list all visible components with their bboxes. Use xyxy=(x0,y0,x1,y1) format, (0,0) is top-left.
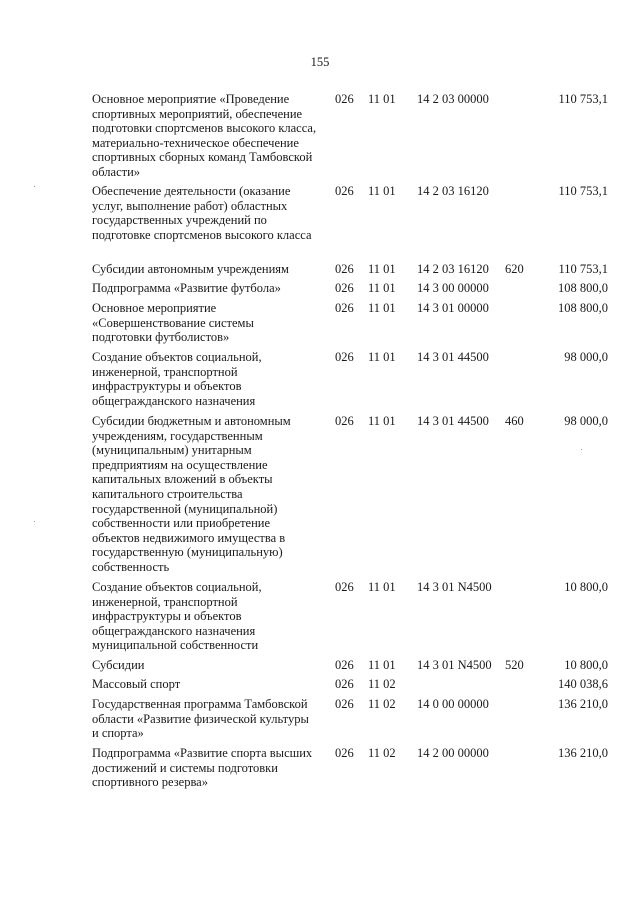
program-code: 14 0 00 00000 xyxy=(417,697,489,711)
scan-speck xyxy=(34,186,35,187)
amount: 108 800,0 xyxy=(558,281,608,295)
row-name: Создание объектов социальной, инженерной, транспортной инфраструктуры и объектов общегражданского назначения xyxy=(92,350,262,408)
section-code: 11 01 xyxy=(368,92,396,106)
ved-code: 026 xyxy=(335,414,354,428)
expense-type-code: 620 xyxy=(505,262,524,276)
amount: 98 000,0 xyxy=(564,414,608,428)
program-code: 14 3 01 44500 xyxy=(417,350,489,364)
row-name: Массовый спорт xyxy=(92,677,181,691)
program-code: 14 3 00 00000 xyxy=(417,281,489,295)
program-code: 14 3 01 00000 xyxy=(417,301,489,315)
program-code: 14 2 03 16120 xyxy=(417,262,489,276)
amount: 98 000,0 xyxy=(564,350,608,364)
page-number: 155 xyxy=(310,55,330,69)
ved-code: 026 xyxy=(335,184,354,198)
amount: 136 210,0 xyxy=(558,697,608,711)
program-code: 14 2 00 00000 xyxy=(417,746,489,760)
scan-speck xyxy=(34,521,35,522)
row-name: Основное мероприятие «Проведение спортивных мероприятий, обеспечение подготовки спортсменов высокого класса, материально-техническое обеспечение спортивных сборных команд Тамбовской области» xyxy=(92,92,317,179)
ved-code: 026 xyxy=(335,677,354,691)
amount: 10 800,0 xyxy=(564,658,608,672)
ved-code: 026 xyxy=(335,92,354,106)
program-code: 14 3 01 44500 xyxy=(417,414,489,428)
section-code: 11 02 xyxy=(368,677,396,691)
program-code: 14 2 03 16120 xyxy=(417,184,489,198)
amount: 110 753,1 xyxy=(558,262,608,276)
ved-code: 026 xyxy=(335,281,354,295)
ved-code: 026 xyxy=(335,350,354,364)
ved-code: 026 xyxy=(335,746,354,760)
row-name: Обеспечение деятельности (оказание услуг, выполнение работ) областных государственных учреждений по подготовке спортсменов высокого класса xyxy=(92,184,312,242)
row-name: Государственная программа Тамбовской области «Развитие физической культуры и спорта» xyxy=(92,697,309,741)
ved-code: 026 xyxy=(335,658,354,672)
ved-code: 026 xyxy=(335,301,354,315)
amount: 110 753,1 xyxy=(558,184,608,198)
program-code: 14 2 03 00000 xyxy=(417,92,489,106)
row-name: Подпрограмма «Развитие спорта высших достижений и системы подготовки спортивного резерва» xyxy=(92,746,313,790)
section-code: 11 01 xyxy=(368,350,396,364)
section-code: 11 01 xyxy=(368,414,396,428)
ved-code: 026 xyxy=(335,262,354,276)
program-code: 14 3 01 N4500 xyxy=(417,658,492,672)
section-code: 11 02 xyxy=(368,746,396,760)
amount: 108 800,0 xyxy=(558,301,608,315)
ved-code: 026 xyxy=(335,580,354,594)
program-code: 14 3 01 N4500 xyxy=(417,580,492,594)
section-code: 11 01 xyxy=(368,281,396,295)
row-name: Субсидии xyxy=(92,658,145,672)
scan-speck xyxy=(581,449,582,450)
row-name: Создание объектов социальной, инженерной, транспортной инфраструктуры и объектов общегражданского назначения муниципальной собственности xyxy=(92,580,262,653)
section-code: 11 01 xyxy=(368,580,396,594)
section-code: 11 01 xyxy=(368,262,396,276)
amount: 110 753,1 xyxy=(558,92,608,106)
row-name: Основное мероприятие «Совершенствование системы подготовки футболистов» xyxy=(92,301,254,345)
expense-type-code: 460 xyxy=(505,414,524,428)
row-name: Подпрограмма «Развитие футбола» xyxy=(92,281,281,295)
expense-type-code: 520 xyxy=(505,658,524,672)
section-code: 11 01 xyxy=(368,658,396,672)
section-code: 11 01 xyxy=(368,301,396,315)
amount: 10 800,0 xyxy=(564,580,608,594)
row-name: Субсидии бюджетным и автономным учреждениям, государственным (муниципальным) унитарным предприятиям на осуществление капитальных вложений в объекты капитального строительства государственной (муниципальной) собственности или приобретение объектов недвижимого имущества в государственную (муниципальную) собственность xyxy=(92,414,291,574)
amount: 136 210,0 xyxy=(558,746,608,760)
ved-code: 026 xyxy=(335,697,354,711)
section-code: 11 01 xyxy=(368,184,396,198)
row-name: Субсидии автономным учреждениям xyxy=(92,262,289,276)
amount: 140 038,6 xyxy=(558,677,608,691)
section-code: 11 02 xyxy=(368,697,396,711)
